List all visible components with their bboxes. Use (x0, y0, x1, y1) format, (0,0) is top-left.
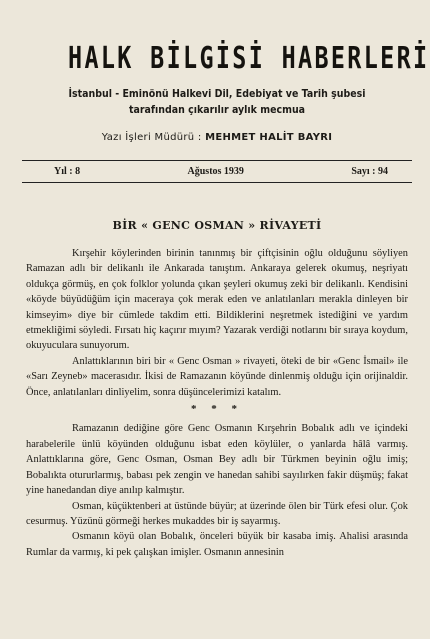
paragraph: Anlattıklarının biri bir « Genc Osman » rivayeti, öteki de bir «Genc İsmail» ile «Sarı Zeyneb» macerasıdır. İkisi de Ramazanın köyünde dinlenmiş olduğu için orijinaldir. Önce, anlatılanları dinliyelim, sonra düşüncelerimizi katalım. (26, 355, 408, 398)
paragraph: Kırşehir köylerinden birinin tanınmış bir çiftçisinin oğlu olduğunu söyliyen Ramazan adlı bir delikanlı ile Ankarada tanıştım. Ankaraya gelerek okumuş, neşriyatı oldukça görmüş, en çok folklor yolunda çıkan şeyleri okumuş zeki bir delikanlı. Kendisini «köyde büyüdüğüm için maceraya çok merak eden ve anlatılanları merakla dinleyen bir kimseyim» diye bir cümlede takdim etti. Bildiklerini neşretmek istediğini ve yardım etmekliğimi söyledi. Fırsatı hiç kaçırır mıyım? Yazarak verdiği notlarını bir sıraya koydum, okuyuculara sunuyorum. (26, 248, 408, 352)
masthead-title: HALK BİLGİSİ HABERLERİ (68, 41, 430, 76)
issue-date: Ağustos 1939 (187, 166, 244, 177)
issue-year: Yıl : 8 (54, 166, 81, 177)
editor-label: Yazı İşleri Müdürü : (101, 132, 202, 143)
paragraph: Ramazanın dediğine göre Genc Osmanın Kırşehrin Bobalık adlı ve içindeki harabelerile ünlü köyünden olduğunu isbat eden köylüler, o yanlarda hâlâ varmış. Anlattıklarına göre, Genc Osman, Osman Bey adlı bir Türkmen beyinin oğlu imiş; Bobalıkta otururlarmış, babası pek zengin ve hanedan sahibi sayılırken fakir düşmüş; fakat yine hanedandan diye anılıp kalmıştır. (26, 423, 408, 497)
paragraph: Osmanın köyü olan Bobalık, önceleri büyük bir kasaba imiş. Ahalisi arasında Rumlar da varmış, ki pek çalışkan imişler. Osmanın annesinin (26, 531, 408, 558)
editor-line (26, 132, 408, 143)
bottom-rule (22, 182, 412, 183)
subtitle-line-2: tarafından çıkarılır aylık mecmua (128, 104, 306, 116)
editor-name: MEHMET HALİT BAYRI (205, 132, 333, 143)
issue-info-row (26, 161, 408, 182)
subtitle-line-1: İstanbul - Eminönü Halkevi Dil, Edebiyat ve Tarih şubesi (68, 88, 366, 100)
article-title: BİR « GENC OSMAN » RİVAYETİ (112, 219, 322, 232)
paragraph: Osman, küçüktenberi at üstünde büyür; at üzerinde ölen bir Türk efesi olur. Çok cesurmuş. Yüzünü görmeği herkes mukaddes bir iş sayarmış. (26, 500, 408, 527)
issue-number: Sayı : 94 (351, 166, 388, 177)
section-separator: * * * (191, 403, 243, 416)
article-body (26, 246, 408, 560)
